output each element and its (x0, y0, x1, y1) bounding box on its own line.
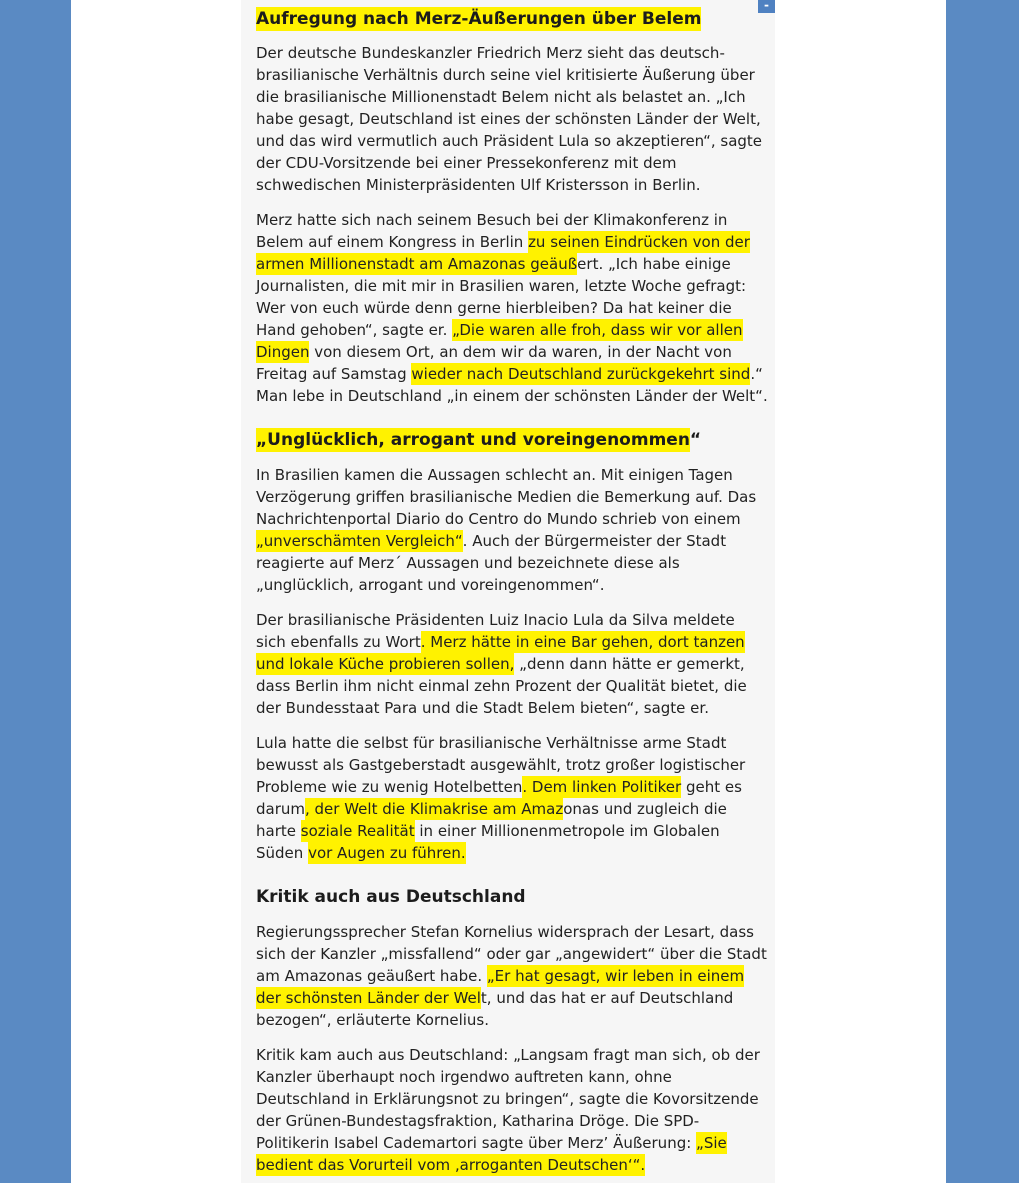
highlight: soziale Realität (300, 822, 415, 840)
highlight: „unverschämten Vergleich“ (256, 532, 463, 550)
section-heading-quote (256, 428, 768, 452)
highlight: „Sie bedient das Vorurteil vom ‚arroganten Deutschen‘“. (256, 1134, 727, 1174)
paragraph (256, 921, 768, 1031)
text: Der brasilianische Präsidenten Luiz Inacio Lula da Silva meldete sich ebenfalls zu Wort (256, 611, 735, 651)
collapse-button[interactable]: - (758, 0, 775, 13)
text: von diesem Ort, an dem wir da waren, in der Nacht von Freitag auf Samstag (256, 343, 732, 383)
text: onas und zugleich die harte (256, 800, 727, 840)
section-heading-kritik: Kritik auch aus Deutschland (256, 887, 526, 907)
text: in einer Millionenmetropole im Globalen Süden (256, 822, 720, 862)
text: “ (689, 430, 702, 450)
highlight: zu seinen Eindrücken von der armen Millionenstadt am Amazonas geäuß (256, 233, 750, 273)
highlight: . Merz hätte in eine Bar gehen, dort tanzen und lokale Küche probieren sollen, (256, 633, 745, 673)
highlight: Aufregung nach Merz-Äußerungen über Belem (256, 9, 702, 29)
text: . Auch der Bürgermeister der Stadt reagierte auf Merz´ Aussagen und bezeichnete diese als „unglücklich, arrogant und voreingenommen“. (256, 532, 727, 594)
paragraph (256, 209, 768, 407)
highlight: , der Welt die Klimakrise am Amaz (305, 800, 564, 818)
text: Merz hatte sich nach seinem Besuch bei der Klimakonferenz in Belem auf einem Kongress in Berlin (256, 211, 728, 251)
text: In Brasilien kamen die Aussagen schlecht an. Mit einigen Tagen Verzögerung griffen brasilianische Medien die Bemerkung auf. Das Nachrichtenportal Diario do Centro do Mundo schrieb von einem (256, 466, 757, 528)
highlight: „Unglücklich, arrogant und voreingenommen (256, 430, 690, 450)
paragraph (256, 732, 768, 864)
paragraph (256, 1044, 768, 1176)
highlight: . Dem linken Politiker (522, 778, 682, 796)
text: geht es darum (256, 778, 742, 818)
text: t, und das hat er auf Deutschland bezogen“, erläuterte Kornelius. (256, 989, 734, 1029)
text: ert. „Ich habe einige Journalisten, die mit mir in Brasilien waren, letzte Woche gefragt: Wer von euch würde denn gerne hierbleiben? Da hat keiner die Hand gehoben“, sagte er. (256, 255, 747, 339)
text: Regierungssprecher Stefan Kornelius widersprach der Lesart, dass sich der Kanzler „missfallend“ oder gar „angewidert“ über die Stadt am Amazonas geäußert habe. (256, 923, 767, 985)
highlight: wieder nach Deutschland zurückgekehrt sind (411, 365, 751, 383)
highlight: „Die waren alle froh, dass wir vor allen Dingen (256, 321, 743, 361)
highlight: „Er hat gesagt, wir leben in einem der schönsten Länder der Wel (256, 967, 745, 1007)
text: .“ Man lebe in Deutschland „in einem der schönsten Länder der Welt“. (256, 365, 768, 405)
paragraph (256, 464, 768, 596)
paragraph (256, 609, 768, 719)
section-heading-belem (256, 7, 768, 31)
text: „denn dann hätte er gemerkt, dass Berlin ihm nicht einmal zehn Prozent der Qualität bietet, die der Bundesstaat Para und die Stadt Belem bieten“, sagte er. (256, 655, 747, 717)
text: Lula hatte die selbst für brasilianische Verhältnisse arme Stadt bewusst als Gastgeberstadt ausgewählt, trotz großer logistischer Probleme wie zu wenig Hotelbetten (256, 734, 746, 796)
highlight: vor Augen zu führen. (308, 844, 466, 862)
text: Kritik kam auch aus Deutschland: „Langsam fragt man sich, ob der Kanzler überhaupt noch irgendwo auftreten kann, ohne Deutschland in Erklärungsnot zu bringen“, sagte die Kovorsitzende der Grünen-Bundestagsfraktion, Katharina Dröge. Die SPD-Politikerin Isabel Cademartori sagte über Merz’ Äußerung: (256, 1046, 760, 1152)
paragraph: Der deutsche Bundeskanzler Friedrich Merz sieht das deutsch-brasilianische Verhältnis durch seine viel kritisierte Äußerung über die brasilianische Millionenstadt Belem nicht als belastet an. „Ich habe gesagt, Deutschland ist eines der schönsten Länder der Welt, und das wird vermutlich auch Präsident Lula so akzeptieren“, sagte der CDU-Vorsitzende bei einer Pressekonferenz mit dem schwedischen Ministerpräsidenten Ulf Kristersson in Berlin. (256, 44, 763, 194)
